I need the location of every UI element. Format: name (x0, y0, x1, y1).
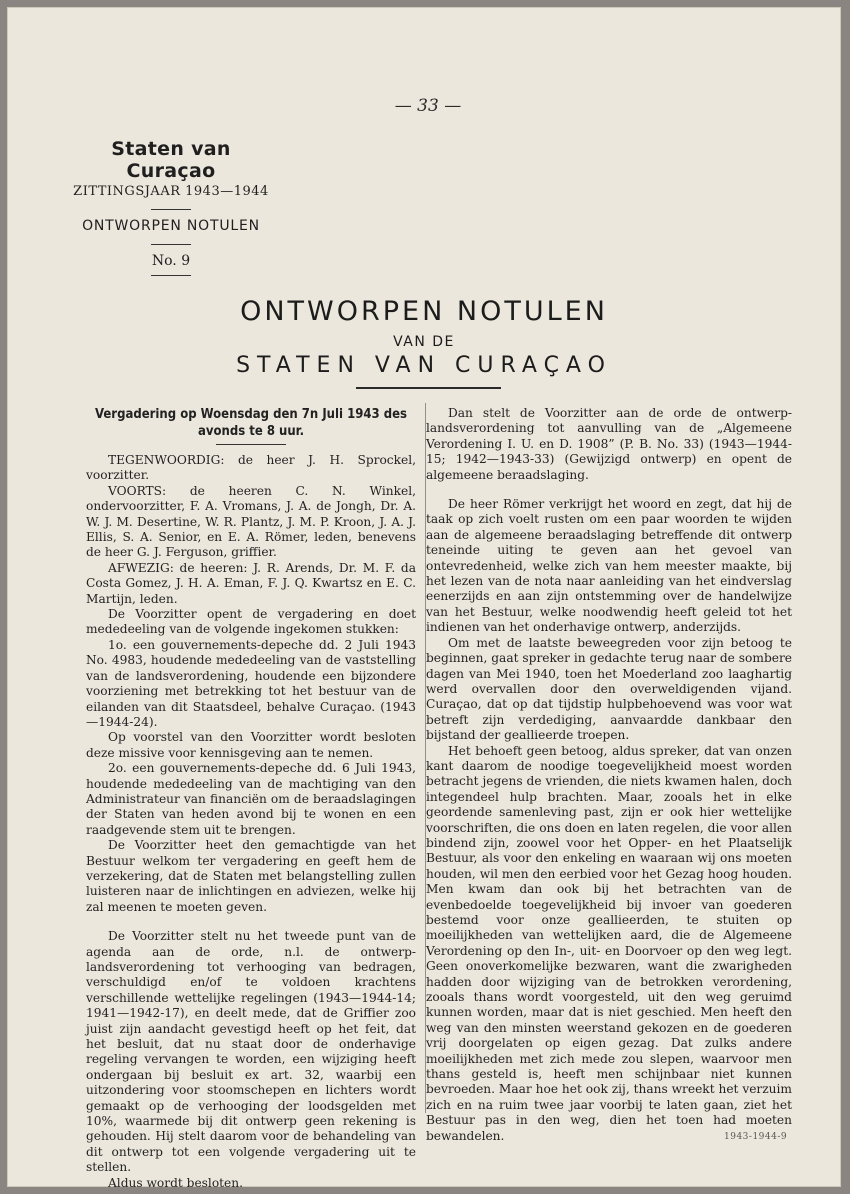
paragraph: De heer Römer verkrijgt het woord en zegt, dat hij de taak op zich voelt rusten om een paar woorden te wijden aan de algemeene beraadslaging betreffende dit ontwerp teneinde uiting te geven aan het gevoel van ontevredenheid, welke zich van hem meester maakte, bij het lezen van de nota naar aanleiding van het eindverslag eenerzijds en aan zijn ontstemming over de handelwijze van het Bestuur, welke noodwendig heeft geleid tot het indienen van het onderhavige ontwerp, anderzijds. (426, 497, 792, 635)
paragraph: Om met de laatste beweegreden voor zijn betoog te beginnen, gaat spreker in gedachte terug naar de sombere dagen van Mei 1940, toen het Moederland zoo laaghartig werd overvallen door den overweldigenden vijand. Curaçao, dat op dat tijdstip hulpbehoevend was voor wat betreft zijn verdediging, aanvaardde dankbaar den bijstand der geallieerde troepen. (426, 635, 792, 743)
paragraph: De Voorzitter stelt nu het tweede punt van de agenda aan de orde, n.l. de ontwerp-landsverordening tot verhooging van bedragen, verschuldigd en/of te voldoen krachtens verschillende wettelijke regelingen (1943—1944-14; 1941—1942-17), en deelt mede, dat de Griffier zoo juist zijn aandacht gevestigd heeft op het feit, dat het besluit, dat nu staat door de onderhavige regeling vervangen te worden, een wijziging heeft ondergaan bij besluit ex art. 32, waarbij een uitzondering voor stoomschepen en lichters wordt gemaakt op de verhooging der loodsgelden met 10%, waarmede bij dit ontwerp geen rekening is gehouden. Hij stelt daarom voor de behandeling van dit ontwerp tot een volgende vergadering uit te stellen. (86, 929, 416, 1175)
header-divider (151, 275, 191, 276)
paragraph: De Voorzitter heet den gemachtigde van het Bestuur welkom ter vergadering en geeft hem de verzekering, dat de Staten met belangstelling zullen luisteren naar de inlichtingen en adviezen, welke hij zal meenen te moeten geven. (86, 838, 416, 914)
meeting-heading: Vergadering op Woensdag den 7n Juli 1943 des avonds te 8 uur. (95, 407, 407, 439)
title-divider (356, 387, 501, 389)
header-title: Staten van Curaçao (111, 138, 231, 182)
main-title-institution: STATEN VAN CURAÇAO (236, 353, 612, 378)
paragraph: Dan stelt de Voorzitter aan de orde de ontwerp-landsverordening tot aanvulling van de „Algemeene Verordening I. U. en D. 1908” (P. B. No. 33) (1943—1944-15; 1942—1943-33) (Gewijzigd ontwerp) en opent de algemeene beraadslaging. (426, 406, 792, 482)
paragraph: AFWEZIG: de heeren: J. R. Arends, Dr. M. F. da Costa Gomez, J. H. A. Eman, F. J. Q. Kwartsz en E. C. Martijn, leden. (86, 560, 416, 606)
paragraph: Op voorstel van den Voorzitter wordt besloten deze missive voor kennisgeving aan te nemen. (86, 730, 416, 760)
left-column (86, 406, 416, 1191)
page-number: — 33 — (394, 96, 462, 116)
paragraph: De Voorzitter opent de vergadering en doet mededeeling van de volgende ingekomen stukken: (86, 607, 416, 637)
header-divider (151, 209, 191, 210)
main-title: ONTWORPEN NOTULEN (240, 296, 608, 327)
header-section: ONTWORPEN NOTULEN (82, 218, 260, 234)
paragraph: 2o. een gouvernements-depeche dd. 6 Juli 1943, houdende mededeeling van de machtiging van den Administrateur van financiën om de beraadslagingen der Staten van heden avond bij te wonen en een raadgevende stem uit te brengen. (86, 761, 416, 837)
header-number: No. 9 (151, 253, 191, 269)
paragraph: Het behoeft geen betoog, aldus spreker, dat van onzen kant daarom de noodige toegevelijkheid moest worden betracht jegens de vrienden, die niets kwamen halen, doch integendeel hulp brachten. Maar, zooals het in elke geordende samenleving past, zijn er ook hier wettelijke voorschriften, die ons doen en laten regelen, die voor allen bindend zijn, zoowel voor het Opper- en het Plaatselijk Bestuur, als voor den enkeling en waaraan wij ons moeten houden, wil men den eerbied voor het Gezag hoog houden. Men kwam dan ook bij het betrachten van de evenbedoelde toegevelijkheid bij invoer van goederen bestemd voor onze geallieerden, te stuiten op moeilijkheden van wettelijken aard, die de Algemeene Verordening op den In-, uit- en Doorvoer op den weg legt. Geen onoverkomelijke bezwaren, want die zwarigheden hadden door wijziging van de betrokken verordening, zooals thans wordt voorgesteld, uit den weg geruimd kunnen worden, maar dat is niet geschied. Men heeft den weg van den minsten weerstand gekozen en de goederen vrij doorgelaten op eigen gezag. Dat zulks andere moeilijkheden met zich mede zou slepen, waarvoor men thans gesteld is, heeft men schijnbaar niet kunnen bevroeden. Maar hoe het ook zij, thans wreekt het verzuim zich en na ruim twee jaar voorbij te laten gaan, ziet het Bestuur pas in den weg, dien het toen had moeten bewandelen. (426, 743, 792, 1143)
archive-mark: 1943-1944-9 (724, 1132, 788, 1142)
document-page (8, 8, 840, 1190)
document-header (66, 138, 276, 284)
header-session: ZITTINGSJAAR 1943—1944 (73, 184, 269, 199)
header-divider (151, 244, 191, 245)
main-title-subline: VAN DE (393, 334, 455, 350)
paragraph: VOORTS: de heeren C. N. Winkel, ondervoorzitter, F. A. Vromans, J. A. de Jongh, Dr. A. W. J. M. Desertine, W. R. Plantz, J. M. P. Kroon, J. A. J. Ellis, S. A. Senior, en E. A. Römer, leden, benevens de heer G. J. Ferguson, griffier. (86, 483, 416, 560)
paragraph: TEGENWOORDIG: de heer J. H. Sprockel, voorzitter. (86, 453, 416, 483)
right-column (426, 406, 792, 1144)
meeting-divider (216, 444, 286, 445)
paragraph: Aldus wordt besloten. (108, 1175, 243, 1190)
paragraph: 1o. een gouvernements-depeche dd. 2 Juli 1943 No. 4983, houdende mededeeling van de vaststelling van de landsverordening, houdende een bijzondere voorziening met betrekking tot het bestuur van de eilanden van dit Staatsdeel, behalve Curaçao. (1943—1944-24). (86, 637, 416, 729)
